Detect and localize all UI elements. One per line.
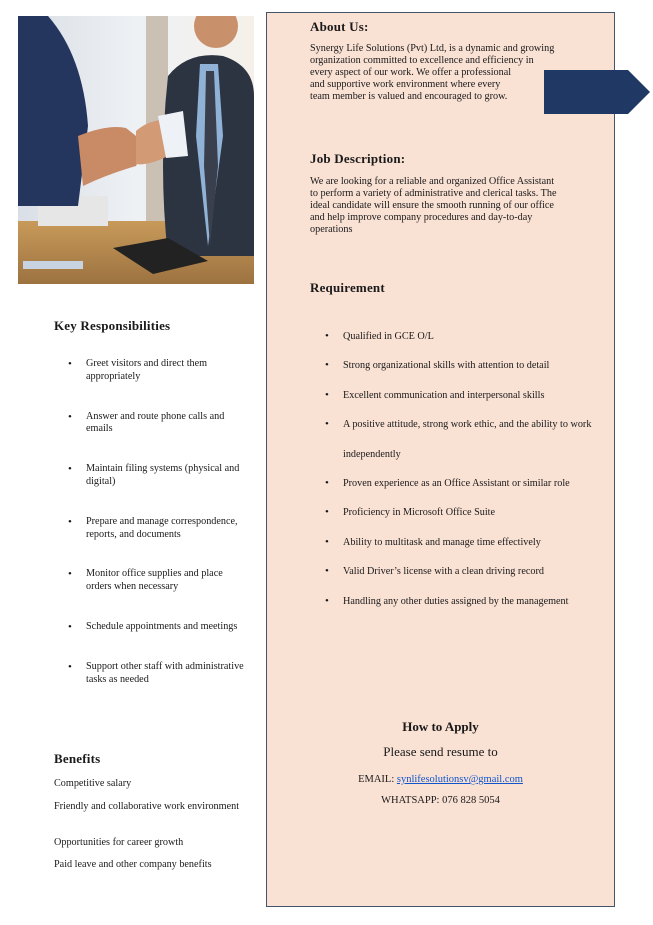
- benefit-item: Opportunities for career growth: [54, 837, 184, 848]
- responsibility-item: • Greet visitors and direct them appropriately: [54, 358, 244, 384]
- email-line: [266, 774, 615, 785]
- apply-title: How to Apply: [402, 719, 479, 734]
- responsibilities-list: [54, 358, 244, 686]
- about-line: organization committed to excellence and efficiency in: [310, 55, 534, 66]
- job-line: and help improve company procedures and day-to-day: [310, 212, 533, 223]
- requirement-item: • Qualified in GCE O/L: [311, 322, 601, 351]
- requirement-item: • Handling any other duties assigned by the management: [311, 587, 601, 616]
- about-line: every aspect of our work. We offer a professional: [310, 67, 512, 78]
- job-title: Job Description:: [310, 151, 406, 166]
- email-label: EMAIL:: [358, 774, 397, 785]
- responsibility-item: • Monitor office supplies and place orders when necessary: [54, 568, 244, 594]
- about-title: About Us:: [310, 19, 369, 34]
- benefit-item: Paid leave and other company benefits: [54, 859, 212, 870]
- handshake-photo: [18, 16, 254, 284]
- requirement-title: Requirement: [310, 280, 385, 295]
- requirement-item: • Ability to multitask and manage time effectively: [311, 528, 601, 557]
- responsibility-item: • Schedule appointments and meetings: [54, 621, 244, 634]
- email-link[interactable]: synlifesolutionsv@gmail.com: [396, 774, 523, 785]
- job-line: to perform a variety of administrative and clerical tasks. The: [310, 188, 557, 199]
- responsibilities-title: Key Responsibilities: [54, 318, 171, 333]
- benefit-item: Friendly and collaborative work environment: [54, 801, 240, 812]
- job-line: We are looking for a reliable and organized Office Assistant: [310, 176, 555, 187]
- responsibility-item: • Support other staff with administrative tasks as needed: [54, 661, 244, 687]
- responsibility-item: • Prepare and manage correspondence, reports, and documents: [54, 516, 244, 542]
- responsibilities-section: [54, 318, 244, 686]
- about-text: [310, 43, 554, 103]
- requirement-item: • Proven experience as an Office Assistant or similar role: [311, 469, 601, 498]
- responsibility-item: • Answer and route phone calls and emails: [54, 411, 244, 437]
- job-text: [310, 176, 557, 236]
- benefit-item: Competitive salary: [54, 778, 132, 789]
- requirement-list: [311, 322, 601, 616]
- requirement-item: • Excellent communication and interpersonal skills: [311, 381, 601, 410]
- job-line: operations: [310, 224, 353, 235]
- whatsapp-number: WHATSAPP: 076 828 5054: [381, 795, 500, 806]
- requirement-item: • Valid Driver’s license with a clean driving record: [311, 557, 601, 586]
- about-line: and supportive work environment where every: [310, 79, 501, 90]
- requirement-item: • Proficiency in Microsoft Office Suite: [311, 498, 601, 527]
- responsibility-item: • Maintain filing systems (physical and digital): [54, 463, 244, 489]
- about-line: team member is valued and encouraged to grow.: [310, 91, 508, 102]
- about-line: Synergy Life Solutions (Pvt) Ltd, is a dynamic and growing: [310, 43, 555, 54]
- requirement-item: • Strong organizational skills with attention to detail: [311, 351, 601, 380]
- requirement-item: • A positive attitude, strong work ethic, and the ability to work independently: [311, 410, 601, 469]
- apply-subtitle: Please send resume to: [383, 744, 498, 759]
- benefits-title: Benefits: [54, 751, 101, 766]
- job-line: ideal candidate will ensure the smooth running of our office: [310, 200, 554, 211]
- right-arrow-shape: [544, 70, 650, 114]
